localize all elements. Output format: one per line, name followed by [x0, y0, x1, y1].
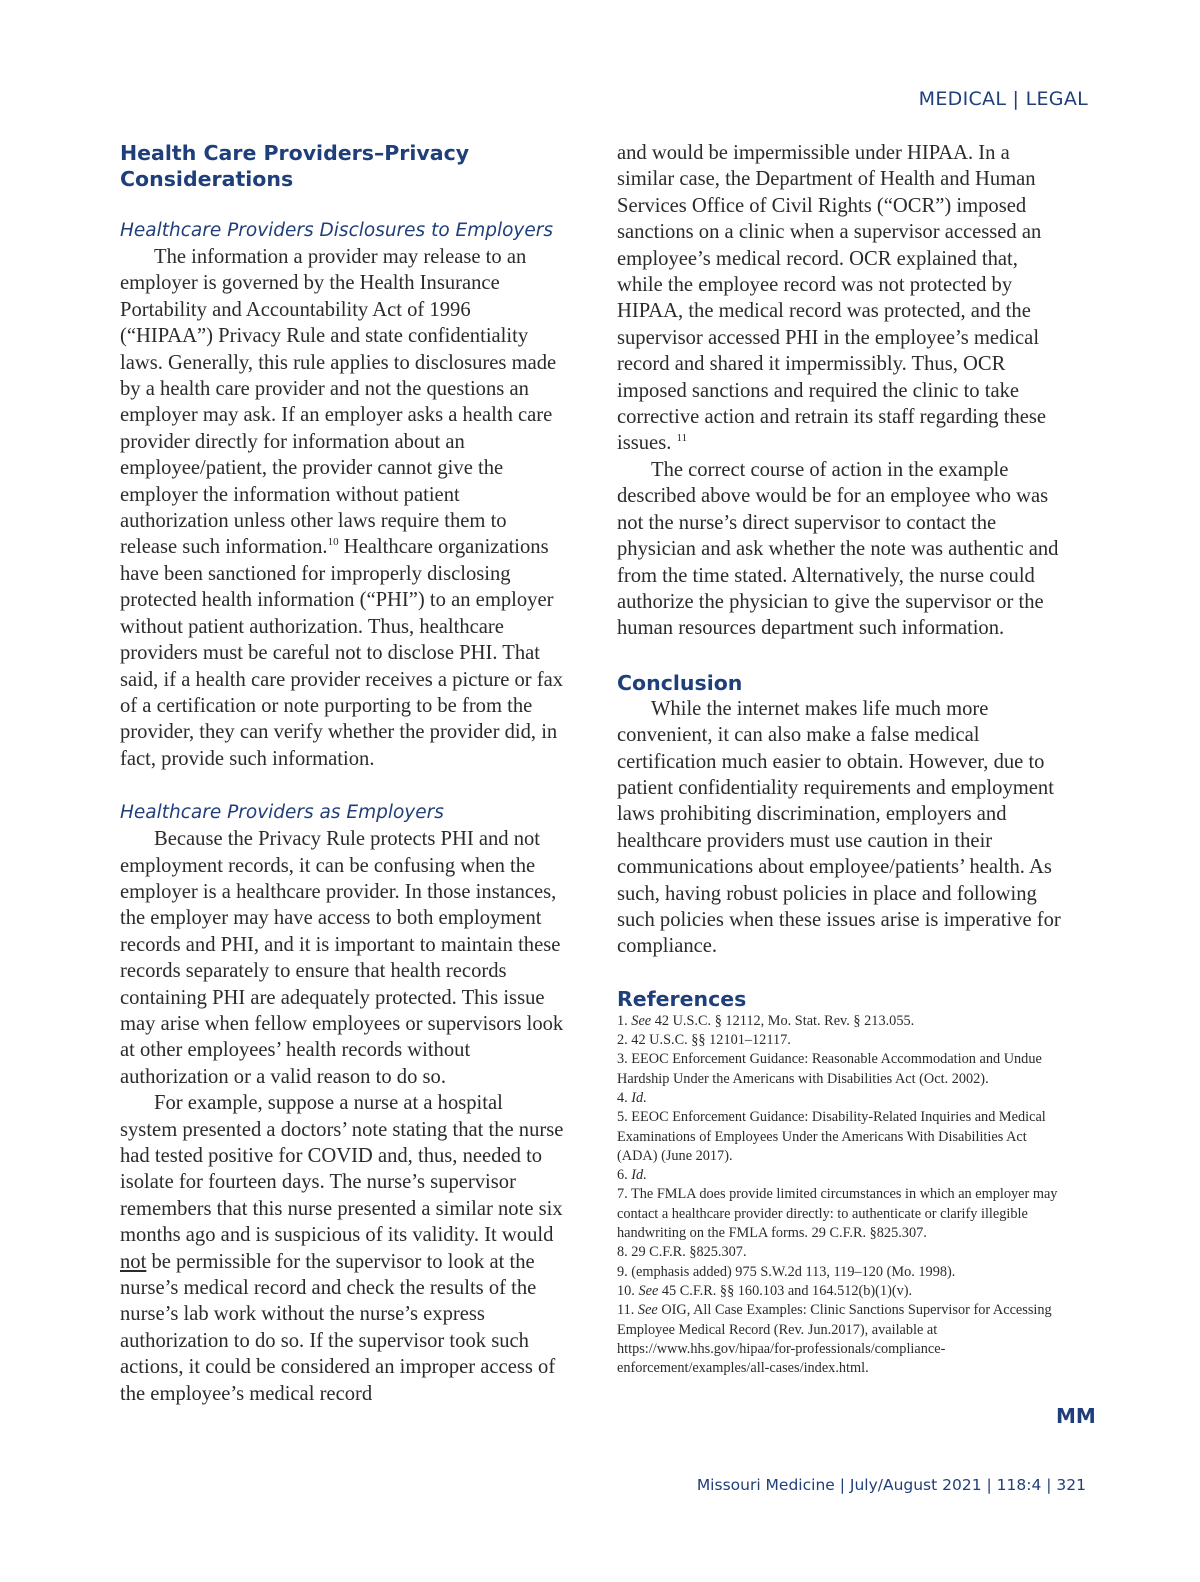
reference-item: 1. See 42 U.S.C. § 12112, Mo. Stat. Rev. § 213.055. — [617, 1012, 915, 1029]
reference-item: 6. Id. — [617, 1167, 647, 1184]
paragraph-example: For example, suppose a nurse at a hospital system presented a doctors’ note stating that the nurse had tested positive for COVID and, thus, needed to isolate for fourteen days. The nurse’s supervisor remembers that this nurse presented a similar note six months ago and is suspicious of its validity. It would not be permissible for the supervisor to look at the nurse’s medical record and check the results of the nurse’s lab work without the nurse’s express authorization to do so. If the supervisor took such actions, it could be considered an improper access of the employee’s medical record — [120, 1092, 564, 1405]
section-title-references: References — [617, 986, 747, 1011]
reference-item: 9. (emphasis added) 975 S.W.2d 113, 119–120 (Mo. 1998). — [617, 1263, 956, 1280]
reference-item: 11. See OIG, All Case Examples: Clinic Sanctions Supervisor for Accessing Employee Medical Record (Rev. Jun.2017), available at https://www.hhs.gov/hipaa/for-professionals/compliance-enforcement/examples/all-cases/index.html. — [617, 1302, 1052, 1377]
reference-item: 7. The FMLA does provide limited circumstances in which an employer may contact a healthcare provider directly: to authenticate or clarify illegible handwriting on the FMLA forms. 29 C.F.R. §825.307. — [617, 1186, 1058, 1242]
reference-item: 4. Id. — [617, 1089, 647, 1106]
subsection-title-disclosures: Healthcare Providers Disclosures to Employers — [120, 220, 554, 241]
reference-item: 8. 29 C.F.R. §825.307. — [617, 1244, 747, 1261]
reference-item: 10. See 45 C.F.R. §§ 160.103 and 164.512(b)(1)(v). — [617, 1282, 913, 1299]
reference-item: 5. EEOC Enforcement Guidance: Disability-Related Inquiries and Medical Examinations of Employees Under the Americans With Disabilities Act (ADA) (June 2017). — [617, 1109, 1046, 1164]
running-header: MEDICAL | LEGAL — [918, 88, 1088, 110]
footnote-ref-10: 10 — [327, 536, 339, 549]
section-title-conclusion: Conclusion — [617, 670, 743, 695]
paragraph-correct-course: The correct course of action in the example described above would be for an employee who was not the nurse’s direct supervisor to contact the physician and ask whether the note was authentic and from the time stated. Alternatively, the nurse could authorize the physician to give the supervisor or the human resources department such information. — [617, 458, 1059, 640]
paragraph-continued: and would be impermissible under HIPAA. In a similar case, the Department of Health and Human Services Office of Civil Rights (“OCR”) imposed sanctions on a clinic when a supervisor accessed an employee’s medical record. OCR explained that, while the employee record was not protected by HIPAA, the medical record was protected, and the supervisor accessed PHI in the employee’s medical record and shared it impermissibly. Thus, OCR imposed sanctions and required the clinic to take corrective action and retrain its staff regarding these issues. $^{11}$ — [617, 142, 1047, 455]
right-column — [617, 140, 1067, 1378]
references-section — [617, 986, 1067, 1379]
reference-item: 2. 42 U.S.C. §§ 12101–12117. — [617, 1032, 791, 1049]
left-column — [120, 140, 565, 1407]
paragraph-employers: Because the Privacy Rule protects PHI and not employment records, it can be confusing when the employer is a healthcare provider. In those instances, the employer may have access to both employment records and PHI, and it is important to maintain these records separately to ensure that health records containing PHI are adequately protected. This issue may arise when fellow employees or supervisors look at other employees’ health records without authorization or a valid reason to do so. — [120, 828, 564, 1088]
section-title-privacy: Health Care Providers–Privacy Considerations — [120, 141, 470, 191]
paragraph-disclosures: The information a provider may release to an employer is governed by the Health Insurance Portability and Accountability Act of 1996 (“HIPAA”) Privacy Rule and state confidentiality laws. Generally, this rule applies to disclosures made by a health care provider and not the questions an employer may ask. If an employer asks a health care provider directly for information about an employee/patient, the provider cannot give the employer the information without patient authorization unless other laws require them to release such information.$^{10}$ Healthcare organizations have been sanctioned for improperly disclosing protected health information (“PHI”) to an employer without patient authorization. Thus, healthcare providers must be careful not to disclose PHI. That said, if a health care provider receives a picture or fax of a certification or note purporting to be from the provider, they can verify whether the provider did, in fact, provide such information. — [120, 246, 564, 770]
end-mark: MM — [1056, 1404, 1096, 1428]
reference-item: 3. EEOC Enforcement Guidance: Reasonable Accommodation and Undue Hardship Under the Americans with Disabilities Act (Oct. 2002). — [617, 1051, 1042, 1087]
running-footer: Missouri Medicine | July/August 2021 | 118:4 | 321 — [696, 1476, 1086, 1494]
subsection-title-employers: Healthcare Providers as Employers — [120, 802, 444, 824]
references-list — [617, 1012, 1067, 1379]
footnote-ref-11: 11 — [676, 432, 688, 445]
paragraph-conclusion: While the internet makes life much more convenient, it can also make a false medical certification much easier to obtain. However, due to patient confidentiality requirements and employment laws prohibiting discrimination, employers and healthcare providers must use caution in their communications about employee/patients’ health. As such, having robust policies in place and following such policies when these issues arise is imperative for compliance. — [617, 697, 1061, 958]
emphasis-not: not — [120, 1250, 147, 1273]
